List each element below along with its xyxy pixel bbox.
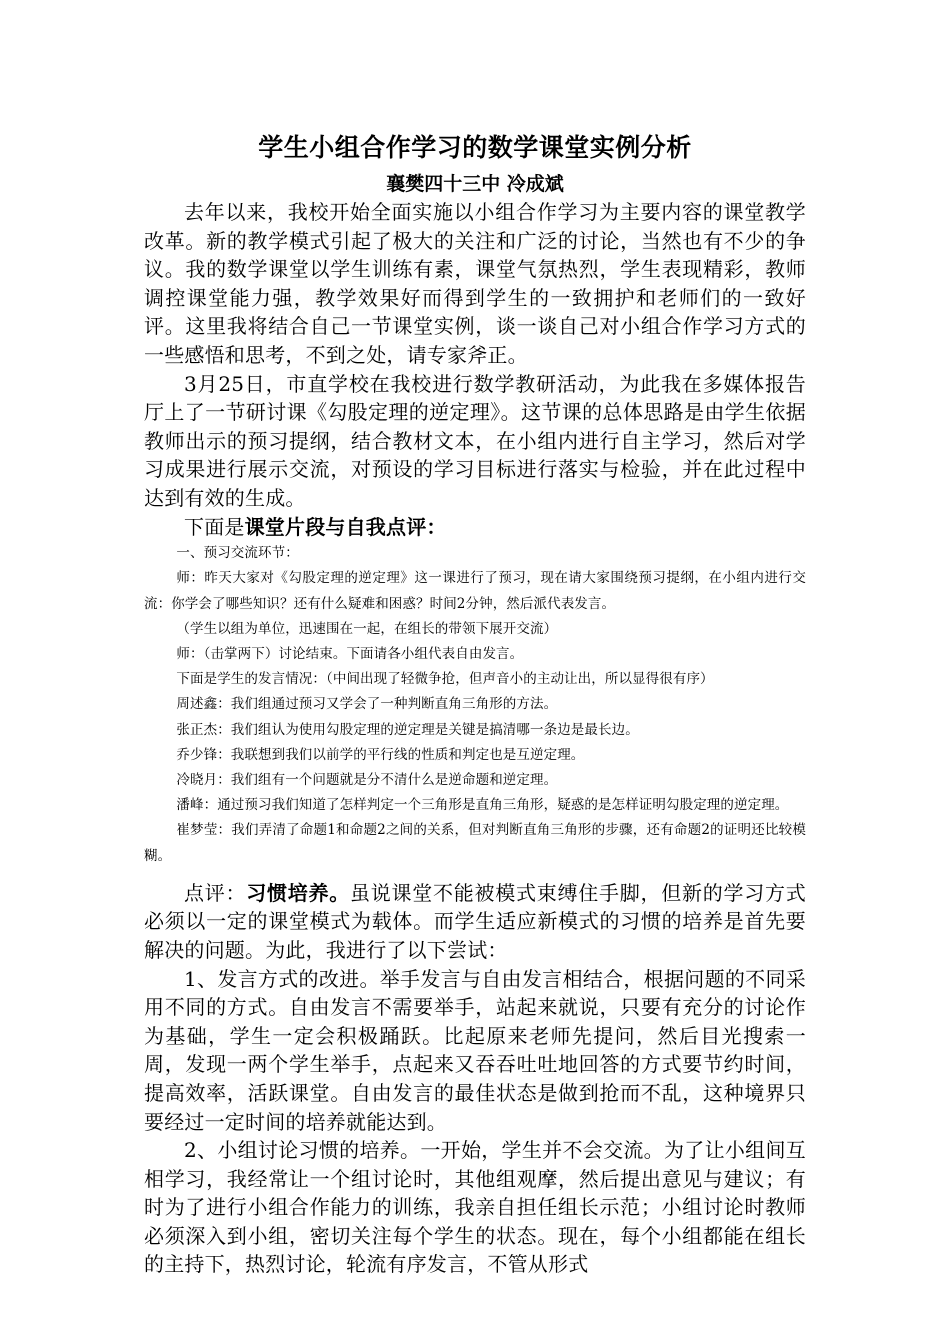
comment-text: 虽说课堂不能被模式束缚住手脚，但新的学习方式必须以一定的课堂模式为载体。而学生适应新模式的习惯的培养是首先要解决的问题。为此，我进行了以下尝试： (144, 880, 807, 962)
section-lead-text: 下面是 (184, 514, 245, 539)
transcript-line: 师：（击掌两下）讨论结束。下面请各小组代表自由发言。 (176, 645, 524, 662)
section-lead (144, 513, 806, 542)
document-title: 学生小组合作学习的数学课堂实例分析 (258, 133, 692, 162)
transcript-line: 冷晓月：我们组有一个问题就是分不清什么是逆命题和逆定理。 (176, 771, 558, 788)
comment-heading: 习惯培养。 (246, 880, 351, 905)
comment-label: 点评： (184, 880, 247, 905)
transcript-line: 张正杰：我们组认为使用勾股定理的逆定理是关键是搞清哪一条边是最长边。 (176, 721, 639, 738)
transcript-line: 师：昨天大家对《勾股定理的逆定理》这一课进行了预习，现在请大家围绕预习提纲，在小组内进行交流：你学会了哪些知识？还有什么疑难和困惑？时间2分钟，然后派代表发言。 (144, 570, 806, 612)
transcript-line: 周述鑫：我们组通过预习又学会了一种判断直角三角形的方法。 (176, 696, 558, 713)
author-line: 襄樊四十三中 冷成斌 (386, 173, 564, 195)
transcript-heading: 一、预习交流环节： (176, 545, 299, 562)
transcript-line: 乔少锋：我联想到我们以前学的平行线的性质和判定也是互逆定理。 (176, 746, 585, 763)
point-paragraph-1: 1、发言方式的改进。举手发言与自由发言相结合，根据问题的不同采用不同的方式。自由发言不需要举手，站起来就说，只要有充分的讨论作为基础，学生一定会积极踊跃。比起原来老师先提问，然后目光搜索一周，发现一两个学生举手，点起来又吞吞吐吐地回答的方式要节约时间，提高效率，活跃课堂。自由发言的最佳状态是做到抢而不乱，这种境界只要经过一定时间的培养就能达到。 (144, 966, 806, 1134)
intro-paragraph-2: 3月25日，市直学校在我校进行数学教研活动，为此我在多媒体报告厅上了一节研讨课《勾股定理的逆定理》。这节课的总体思路是由学生依据教师出示的预习提纲，结合教材文本，在小组内进行自主学习，然后对学习成果进行展示交流，对预设的学习目标进行落实与检验，并在此过程中达到有效的生成。 (144, 371, 806, 510)
transcript-line: 崔梦莹：我们弄清了命题1和命题2之间的关系，但对判断直角三角形的步骤，还有命题2的证明还比较模糊。 (144, 822, 806, 864)
document-page (144, 126, 806, 1279)
comment-paragraph (144, 879, 806, 965)
transcript-line: 下面是学生的发言情况：（中间出现了轻微争抢，但声音小的主动让出，所以显得很有序） (176, 671, 714, 688)
transcript-line: （学生以组为单位，迅速围在一起，在组长的带领下展开交流） (176, 620, 558, 637)
section-lead-bold: 课堂片段与自我点评： (244, 514, 447, 539)
point-paragraph-2: 2、小组讨论习惯的培养。一开始，学生并不会交流。为了让小组间互相学习，我经常让一个组讨论时，其他组观摩，然后提出意见与建议；有时为了进行小组合作能力的训练，我亲自担任组长示范；小组讨论时教师必须深入到小组，密切关注每个学生的状态。现在，每个小组都能在组长的主持下，热烈讨论，轮流有序发言，不管从形式 (144, 1138, 806, 1277)
transcript-line: 潘峰：通过预习我们知道了怎样判定一个三角形是直角三角形，疑惑的是怎样证明勾股定理的逆定理。 (176, 797, 789, 814)
intro-paragraph-1: 去年以来，我校开始全面实施以小组合作学习为主要内容的课堂教学改革。新的教学模式引起了极大的关注和广泛的讨论，当然也有不少的争议。我的数学课堂以学生训练有素，课堂气氛热烈，学生表现精彩，教师调控课堂能力强，教学效果好而得到学生的一致拥护和老师们的一致好评。这里我将结合自己一节课堂实例，谈一谈自己对小组合作学习方式的一些感悟和思考，不到之处，请专家斧正。 (144, 200, 806, 367)
